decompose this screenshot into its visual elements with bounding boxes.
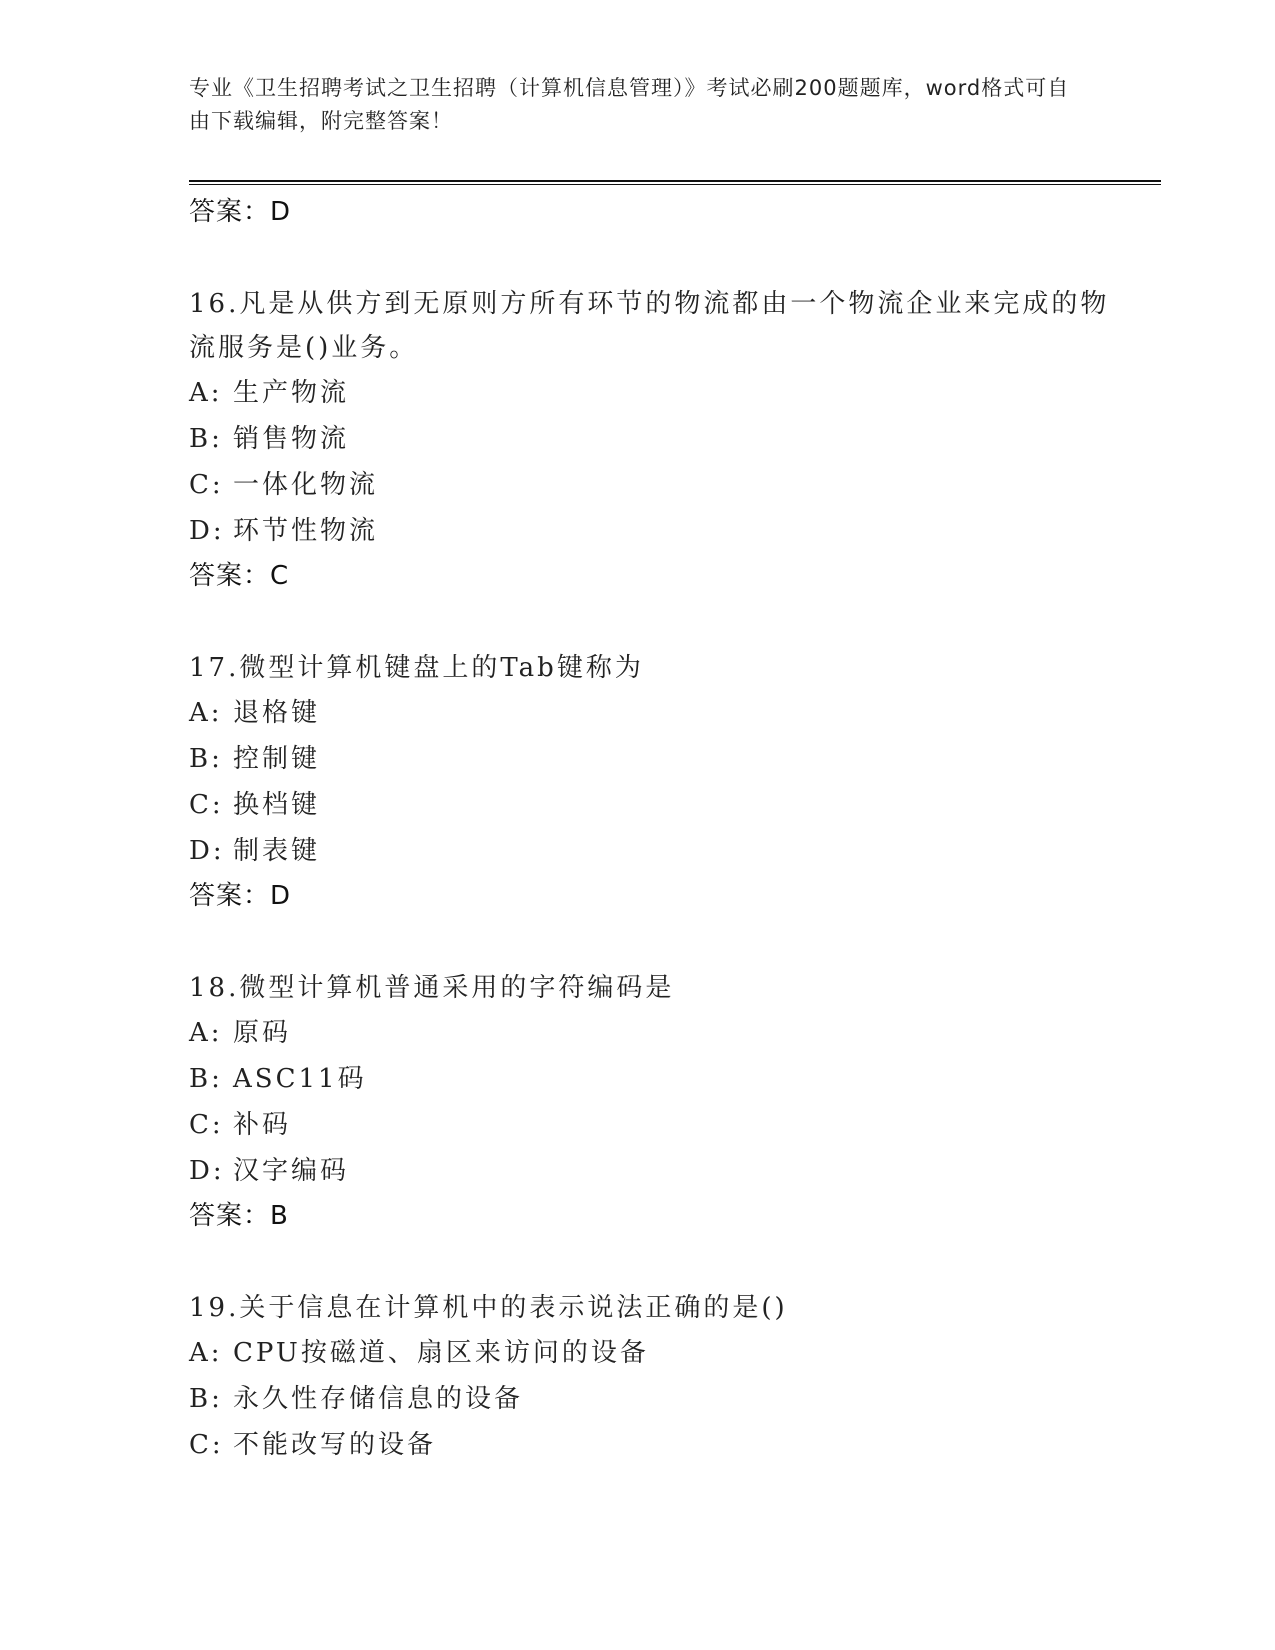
option-letter: A: bbox=[189, 1338, 223, 1368]
option-letter: B: bbox=[189, 744, 223, 774]
option-letter: B: bbox=[189, 1064, 223, 1094]
answer-value: B bbox=[270, 1201, 289, 1231]
question-16-option-b bbox=[189, 416, 1129, 462]
option-text: 原码 bbox=[233, 1018, 292, 1048]
option-letter: B: bbox=[189, 424, 223, 454]
question-16-option-c bbox=[189, 462, 1129, 508]
question-18-option-a bbox=[189, 1010, 1129, 1056]
option-text: 销售物流 bbox=[233, 424, 350, 454]
answer-prefix: 答案： bbox=[189, 881, 271, 911]
question-18-text: 18.微型计算机普通采用的字符编码是 bbox=[189, 973, 675, 1003]
option-text: 一体化物流 bbox=[233, 470, 379, 500]
answer-prefix: 答案： bbox=[189, 197, 271, 227]
option-text: 换档键 bbox=[233, 790, 321, 820]
question-17-option-b bbox=[189, 736, 1129, 782]
option-letter: C: bbox=[189, 1110, 224, 1140]
option-text: 制表键 bbox=[233, 836, 321, 866]
answer-line bbox=[189, 190, 1129, 234]
option-text: 环节性物流 bbox=[233, 516, 379, 546]
option-text: ASC11码 bbox=[233, 1064, 367, 1094]
question-16-answer bbox=[189, 554, 1129, 598]
question-17-option-c bbox=[189, 782, 1129, 828]
spacer bbox=[189, 1238, 1129, 1286]
answer-prefix: 答案： bbox=[189, 561, 271, 591]
option-letter: B: bbox=[189, 1384, 223, 1414]
option-letter: D: bbox=[189, 516, 225, 546]
option-letter: A: bbox=[189, 698, 223, 728]
question-18-option-c bbox=[189, 1102, 1129, 1148]
question-18-option-b bbox=[189, 1056, 1129, 1102]
option-text: 控制键 bbox=[233, 744, 321, 774]
question-16-option-d bbox=[189, 508, 1129, 554]
answer-prefix: 答案： bbox=[189, 1201, 271, 1231]
question-17-option-d bbox=[189, 828, 1129, 874]
spacer bbox=[189, 598, 1129, 646]
option-text: 不能改写的设备 bbox=[233, 1430, 437, 1460]
option-letter: C: bbox=[189, 790, 224, 820]
option-letter: C: bbox=[189, 1430, 224, 1460]
answer-value: D bbox=[270, 197, 292, 227]
header-divider bbox=[189, 180, 1161, 185]
option-text: 汉字编码 bbox=[233, 1156, 350, 1186]
option-text: 生产物流 bbox=[233, 378, 350, 408]
question-16-text: 16.凡是从供方到无原则方所有环节的物流都由一个物流企业来完成的物流服务是()业务。 bbox=[189, 289, 1110, 363]
spacer bbox=[189, 918, 1129, 966]
option-text: 退格键 bbox=[233, 698, 321, 728]
question-18-option-d bbox=[189, 1148, 1129, 1194]
question-17-option-a bbox=[189, 690, 1129, 736]
answer-value: D bbox=[270, 881, 292, 911]
spacer bbox=[189, 234, 1129, 282]
option-letter: D: bbox=[189, 1156, 225, 1186]
question-19-option-c bbox=[189, 1422, 1129, 1468]
question-19-option-a bbox=[189, 1330, 1129, 1376]
answer-value: C bbox=[270, 561, 290, 591]
question-19-text: 19.关于信息在计算机中的表示说法正确的是() bbox=[189, 1293, 788, 1323]
option-letter: A: bbox=[189, 378, 223, 408]
option-letter: C: bbox=[189, 470, 224, 500]
option-letter: D: bbox=[189, 836, 225, 866]
question-17-answer bbox=[189, 874, 1129, 918]
option-text: CPU按磁道、扇区来访问的设备 bbox=[233, 1338, 649, 1368]
question-19-option-b bbox=[189, 1376, 1129, 1422]
option-text: 补码 bbox=[233, 1110, 292, 1140]
page-header: 专业《卫生招聘考试之卫生招聘（计算机信息管理）》考试必刷200题题库，word格式可自由下载编辑，附完整答案！ bbox=[189, 76, 1070, 133]
option-letter: A: bbox=[189, 1018, 223, 1048]
question-17-text: 17.微型计算机键盘上的Tab键称为 bbox=[189, 653, 644, 683]
option-text: 永久性存储信息的设备 bbox=[233, 1384, 524, 1414]
question-16-option-a bbox=[189, 370, 1129, 416]
question-list bbox=[189, 190, 1129, 1468]
question-18-answer bbox=[189, 1194, 1129, 1238]
